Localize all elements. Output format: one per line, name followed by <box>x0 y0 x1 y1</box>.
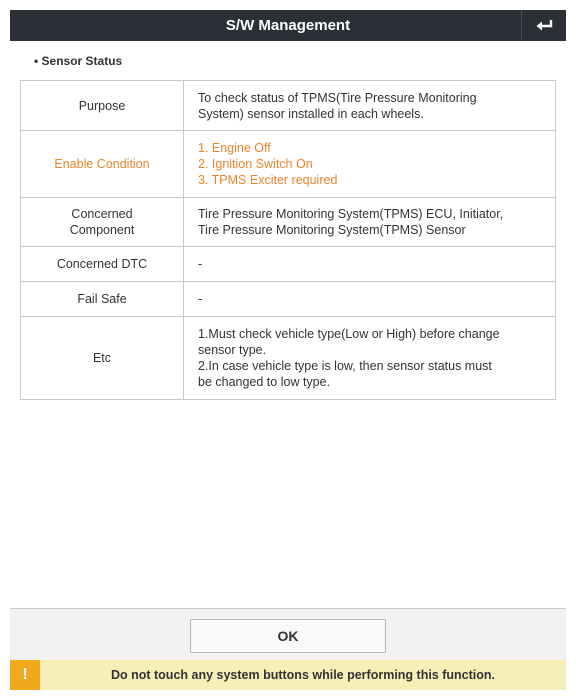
ok-button[interactable]: OK <box>190 619 386 653</box>
component-line: Tire Pressure Monitoring System(TPMS) Sensor <box>198 223 466 237</box>
table-row-concerned-component <box>21 198 556 247</box>
warning-text: Do not touch any system buttons while performing this function. <box>110 668 496 682</box>
section-title: • Sensor Status <box>34 54 123 68</box>
row-value-enable-condition <box>184 131 556 198</box>
table-row-concerned-dtc <box>21 247 556 282</box>
table-row-purpose <box>21 81 556 131</box>
row-label-etc: Etc <box>21 317 184 400</box>
etc-line: sensor type. <box>198 343 267 357</box>
row-value-fail-safe: - <box>184 282 556 317</box>
title-bar <box>10 10 566 41</box>
warning-icon: ! <box>10 660 40 690</box>
condition-item: 2. Ignition Switch On <box>198 157 313 171</box>
purpose-line: System) sensor installed in each wheels. <box>198 106 424 121</box>
sensor-status-table <box>20 80 556 400</box>
etc-line: be changed to low type. <box>198 375 331 389</box>
row-value-etc <box>184 317 556 400</box>
table-row-etc <box>21 317 556 400</box>
back-button[interactable] <box>521 10 566 41</box>
label-line: Concerned <box>71 207 133 221</box>
table-row-enable-condition <box>21 131 556 198</box>
row-label-purpose: Purpose <box>21 81 184 131</box>
row-label-concerned-dtc: Concerned DTC <box>21 247 184 282</box>
info-table-container <box>20 80 556 400</box>
condition-item: 3. TPMS Exciter required <box>198 173 338 187</box>
component-line: Tire Pressure Monitoring System(TPMS) ECU, Initiator, <box>198 207 504 221</box>
table-row-fail-safe <box>21 282 556 317</box>
condition-item: 1. Engine Off <box>198 141 271 155</box>
bottom-action-bar <box>10 608 566 661</box>
warning-banner <box>10 660 566 690</box>
row-value-concerned-component <box>184 198 556 247</box>
etc-line: 2.In case vehicle type is low, then sensor status must <box>198 359 492 373</box>
etc-line: 1.Must check vehicle type(Low or High) before change <box>198 327 500 341</box>
window-title: S/W Management <box>225 17 351 34</box>
row-label-enable-condition: Enable Condition <box>21 131 184 198</box>
row-value-concerned-dtc: - <box>184 247 556 282</box>
row-value-purpose <box>184 81 556 131</box>
return-arrow-icon <box>534 18 554 34</box>
row-label-fail-safe: Fail Safe <box>21 282 184 317</box>
row-label-concerned-component <box>21 198 184 247</box>
purpose-line: To check status of TPMS(Tire Pressure Monitoring <box>198 90 477 105</box>
label-line: Component <box>69 223 135 237</box>
